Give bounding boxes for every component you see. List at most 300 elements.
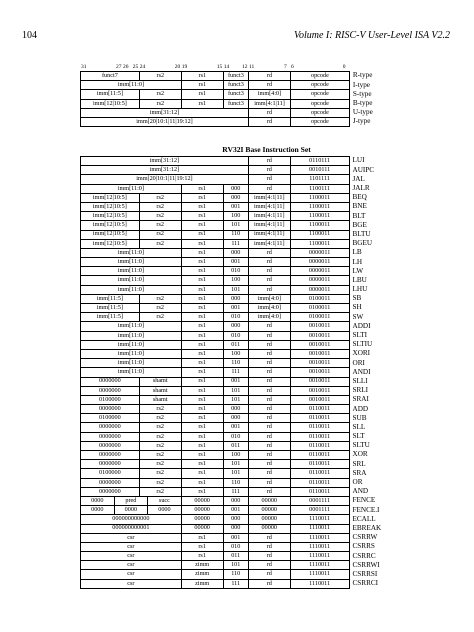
field-cell: 111 [223,368,248,377]
field-cell: succ [148,496,182,505]
field-cell: csr [81,561,182,570]
field-cell: 0110111 [290,157,349,166]
instruction-row [81,184,453,193]
field-cell: 101 [223,469,248,478]
field-cell: 00000 [248,496,290,505]
instruction-name: CSRRCI [352,579,379,588]
instruction-name: AUIPC [352,165,375,174]
field-cell: rd [249,81,291,90]
field-cell: rd [248,377,290,386]
field-cell: rs2 [139,432,181,441]
field-cell: rd [248,423,290,432]
field-cell: rs1 [181,90,223,99]
field-cell: imm[12|10:5] [81,202,140,211]
instruction-name: CSRRWI [352,560,380,569]
instruction-name: CSRRS [352,542,375,551]
field-cell: 101 [223,221,248,230]
field-cell: imm[11:0] [81,340,182,349]
field-cell: imm[4:1|11] [248,193,290,202]
field-cell: 0000000 [81,441,140,450]
instruction-row [81,570,453,579]
instruction-row [81,524,453,533]
field-cell: imm[11:5] [81,304,140,313]
field-cell: opcode [291,72,350,81]
instruction-row [81,193,453,202]
field-cell: rd [248,349,290,358]
field-cell: 1100011 [290,202,349,211]
field-cell: rs2 [139,487,181,496]
field-cell: rd [249,72,291,81]
field-cell: imm[11:5] [81,294,140,303]
field-cell: csr [81,552,182,561]
field-cell: csr [81,570,182,579]
page-number: 104 [22,30,37,41]
field-cell: imm[11:0] [81,248,182,257]
field-cell: rs1 [181,414,223,423]
field-cell: opcode [291,117,350,126]
field-cell: rs1 [181,487,223,496]
field-cell: 110 [223,570,248,579]
field-cell: rs1 [181,294,223,303]
instruction-name: SRA [352,468,367,477]
bit-number: 25 [132,64,139,70]
instruction-name: SH [352,303,362,312]
field-cell: rd [248,258,290,267]
instruction-row [81,212,453,221]
format-row [81,99,453,108]
field-cell: 1110011 [290,561,349,570]
field-cell: rs1 [181,304,223,313]
instruction-row [81,202,453,211]
field-cell: rd [248,386,290,395]
field-cell: imm[11:0] [81,81,182,90]
field-cell: rd [248,267,290,276]
format-type-label: R-type [352,71,373,80]
field-cell: 010 [223,432,248,441]
field-cell: 000 [223,496,248,505]
field-cell: imm[12|10:5] [81,212,140,221]
field-cell: 110 [223,478,248,487]
field-cell: rs1 [181,239,223,248]
instruction-name: BNE [352,202,367,211]
instruction-row [81,340,453,349]
field-cell: rs1 [181,359,223,368]
field-cell: 0000 [81,506,115,515]
field-cell: rd [248,579,290,588]
field-cell: 0110011 [290,451,349,460]
field-cell: imm[20|10:1|11|19:12] [81,175,249,184]
field-cell: rs2 [139,414,181,423]
field-cell: funct3 [223,90,248,99]
field-cell: rs1 [181,377,223,386]
field-cell: 0100000 [81,469,140,478]
field-cell: rs1 [181,221,223,230]
field-cell: csr [81,542,182,551]
field-cell: rs2 [139,441,181,450]
instruction-row [81,460,453,469]
field-cell: imm[11:0] [81,285,182,294]
field-cell: 000 [223,414,248,423]
field-cell: 1110011 [290,533,349,542]
instruction-format-table [80,71,453,127]
field-cell: rd [248,322,290,331]
field-cell: rs1 [181,386,223,395]
field-cell: 100 [223,451,248,460]
instruction-name: BLTU [352,230,371,238]
instruction-name: SLTIU [352,340,373,349]
field-cell: rd [248,432,290,441]
instruction-name: ADDI [352,321,371,330]
field-cell: rs2 [139,294,181,303]
field-cell: 0010011 [290,368,349,377]
field-cell: 100 [223,349,248,358]
field-cell: imm[11:5] [81,90,140,99]
instruction-row [81,561,453,570]
bit-number: 6 [291,64,294,70]
field-cell: rs1 [181,368,223,377]
field-cell: rs1 [181,193,223,202]
field-cell: 0000011 [290,285,349,294]
field-cell: 000 [223,193,248,202]
field-cell: 0000011 [290,267,349,276]
field-cell: 110 [223,230,248,239]
field-cell: rd [249,108,291,117]
field-cell: 100 [223,212,248,221]
field-cell: funct3 [223,72,248,81]
field-cell: imm[11:0] [81,331,182,340]
instruction-name: LBU [352,275,367,284]
field-cell: rd [248,542,290,551]
field-cell: 1100011 [290,212,349,221]
field-cell: rd [248,184,290,193]
instruction-row [81,451,453,460]
bit-number: 27 [116,64,122,70]
field-cell: 0000011 [290,258,349,267]
field-cell: imm[4:1|11] [249,99,291,108]
instruction-row [81,414,453,423]
field-cell: 0010011 [290,322,349,331]
field-cell: 101 [223,395,248,404]
bit-number: 0 [342,64,346,70]
instruction-name: CSRRW [352,533,378,542]
field-cell: rs1 [181,248,223,257]
instruction-row [81,368,453,377]
instruction-row [81,294,453,303]
instruction-row [81,441,453,450]
instruction-row [81,579,453,588]
field-cell: imm[20|10:1|11|19:12] [81,117,249,126]
field-cell: 1110011 [290,542,349,551]
instruction-row [81,487,453,496]
field-cell: 1100011 [290,221,349,230]
bit-number: 14 [223,64,230,70]
instruction-row [81,230,453,239]
bit-number: 20 [174,64,181,70]
field-cell: 0010011 [290,386,349,395]
field-cell: rs1 [181,451,223,460]
field-cell: rd [248,552,290,561]
field-cell: rd [249,117,291,126]
field-cell: imm[12|10:5] [81,230,140,239]
field-cell: 0100000 [81,414,140,423]
instruction-name: BGEU [352,239,373,248]
field-cell: rs1 [181,478,223,487]
field-cell: rd [248,368,290,377]
field-cell: rs2 [139,99,181,108]
field-cell: 0110011 [290,423,349,432]
bit-number: 11 [249,64,255,70]
field-cell: 111 [223,239,248,248]
instruction-name: CSRRC [352,551,376,560]
field-cell: imm[4:0] [248,304,290,313]
instruction-row [81,331,453,340]
field-cell: rs2 [139,423,181,432]
instruction-row [81,552,453,561]
field-cell: 00000 [181,524,223,533]
instruction-row [81,359,453,368]
field-cell: 0000000 [81,478,140,487]
field-cell: 0000 [148,506,182,515]
field-cell: 101 [223,386,248,395]
field-cell: rs1 [181,331,223,340]
field-cell: imm[11:0] [81,322,182,331]
field-cell: imm[31:12] [81,108,249,117]
field-cell: imm[12|10:5] [81,193,140,202]
base-instruction-table [80,138,453,589]
field-cell: 000000000001 [81,524,182,533]
field-cell: imm[4:1|11] [248,212,290,221]
field-cell: opcode [291,81,350,90]
format-type-label: U-type [352,108,373,117]
format-row [81,72,453,81]
field-cell: 0001111 [290,496,349,505]
instruction-row [81,239,453,248]
instruction-name: JALR [352,184,370,193]
field-cell: imm[12|10:5] [81,239,140,248]
instruction-row [81,496,453,505]
instruction-row [81,469,453,478]
field-cell: rs2 [139,451,181,460]
instruction-row [81,285,453,294]
field-cell: 110 [223,359,248,368]
field-cell: imm[11:0] [81,276,182,285]
field-cell: 0110011 [290,469,349,478]
field-cell: 1110011 [290,552,349,561]
field-cell: rd [248,285,290,294]
field-cell: rd [248,248,290,257]
field-cell: 1100111 [290,184,349,193]
instruction-name: BLT [352,211,366,220]
field-cell: rd [248,460,290,469]
field-cell: 00000 [181,506,223,515]
field-cell: rs2 [139,313,181,322]
field-cell: rs1 [181,184,223,193]
format-type-label: S-type [352,89,372,98]
field-cell: imm[11:5] [81,313,140,322]
field-cell: rs1 [181,99,223,108]
field-cell: 0000000 [81,432,140,441]
bit-number: 12 [242,64,248,70]
field-cell: 011 [223,552,248,561]
field-cell: 010 [223,542,248,551]
instruction-row [81,386,453,395]
field-cell: 011 [223,340,248,349]
field-cell: 00000 [248,524,290,533]
instruction-row [81,166,453,175]
instruction-name: SLTU [352,441,370,450]
instruction-name: EBREAK [352,524,382,532]
field-cell: 000 [223,184,248,193]
field-cell: 0000 [81,496,115,505]
field-cell: rs1 [181,460,223,469]
field-cell: rs1 [181,552,223,561]
instruction-name: ECALL [352,514,376,523]
field-cell: 000 [223,248,248,257]
instruction-name: LB [352,248,362,257]
instruction-row [81,175,453,184]
field-cell: 000 [223,322,248,331]
field-cell: rs1 [181,202,223,211]
instruction-name: SRAI [352,395,369,404]
instruction-row [81,478,453,487]
field-cell: 1110011 [290,524,349,533]
field-cell: 0000000 [81,405,140,414]
field-cell: rs1 [181,405,223,414]
field-cell: 00000 [248,515,290,524]
field-cell: 0110011 [290,405,349,414]
field-cell: rs2 [139,221,181,230]
instruction-name: XORI [352,349,371,358]
instruction-name: SLLI [352,377,368,385]
field-cell: rd [248,487,290,496]
field-cell: 000000000000 [81,515,182,524]
field-cell: 0110011 [290,414,349,423]
instruction-row [81,515,453,524]
instruction-row [81,349,453,358]
format-row [81,90,453,99]
field-cell: pred [114,496,148,505]
field-cell: rs2 [139,405,181,414]
field-cell: imm[4:0] [248,294,290,303]
field-cell: 0100011 [290,313,349,322]
bit-number: 15 [216,64,223,70]
field-cell: 0100011 [290,304,349,313]
instruction-name: ANDI [352,367,371,376]
field-cell: 0100011 [290,294,349,303]
instruction-row [81,267,453,276]
format-row [81,81,453,90]
field-cell: rs2 [139,90,181,99]
field-cell: 111 [223,487,248,496]
field-cell: rd [248,340,290,349]
instruction-row [81,276,453,285]
instruction-row [81,377,453,386]
field-cell: rd [248,570,290,579]
field-cell: 0010011 [290,359,349,368]
field-cell: rs1 [181,441,223,450]
field-cell: rs2 [139,478,181,487]
field-cell: rs2 [139,469,181,478]
instruction-row [81,405,453,414]
field-cell: 0000000 [81,451,140,460]
instruction-name: SLT [352,432,365,441]
field-cell: 100 [223,276,248,285]
field-cell: 001 [223,533,248,542]
field-cell: imm[4:0] [249,90,291,99]
instruction-name: XOR [352,450,368,459]
field-cell: funct7 [81,72,140,81]
field-cell: 0010011 [290,340,349,349]
field-cell: rs1 [181,267,223,276]
field-cell: rs1 [181,423,223,432]
field-cell: rd [248,478,290,487]
field-cell: rs1 [181,212,223,221]
field-cell: csr [81,533,182,542]
field-cell: rs2 [139,202,181,211]
field-cell: zimm [181,570,223,579]
field-cell: 101 [223,285,248,294]
field-cell: 0000000 [81,386,140,395]
field-cell: rs1 [181,285,223,294]
field-cell: rs1 [181,340,223,349]
field-cell: 1100011 [290,239,349,248]
instruction-row [81,506,453,515]
field-cell: rd [248,166,290,175]
field-cell: imm[11:0] [81,267,182,276]
field-cell: imm[11:0] [81,359,182,368]
instruction-name: LHU [352,285,368,294]
field-cell: csr [81,579,182,588]
bit-number: 26 [123,64,129,70]
field-cell: 0110011 [290,432,349,441]
field-cell: imm[12|10:5] [81,99,140,108]
bit-number: 19 [181,64,188,70]
field-cell: rs1 [181,313,223,322]
field-cell: rs1 [181,542,223,551]
base-set-title: RV32I Base Instruction Set [222,145,311,155]
field-cell: funct3 [223,99,248,108]
field-cell: opcode [291,99,350,108]
field-cell: 0010011 [290,395,349,404]
field-cell: rd [248,441,290,450]
instruction-name: SUB [352,413,367,422]
field-cell: 000 [223,405,248,414]
instruction-row [81,432,453,441]
field-cell: 0100000 [81,395,140,404]
field-cell: rs1 [181,276,223,285]
field-cell: rs1 [181,469,223,478]
field-cell: rs2 [139,239,181,248]
field-cell: 000 [223,515,248,524]
field-cell: imm[31:12] [81,157,249,166]
field-cell: 101 [223,460,248,469]
field-cell: 0010011 [290,349,349,358]
field-cell: rs1 [181,258,223,267]
instruction-name: LH [352,257,363,266]
instruction-name: SLTI [352,331,368,340]
field-cell: 0010011 [290,377,349,386]
field-cell: 0110011 [290,460,349,469]
field-cell: 0000011 [290,276,349,285]
field-cell: zimm [181,561,223,570]
field-cell: rd [248,414,290,423]
instruction-name: CSRRSI [352,569,378,578]
running-title: Volume I: RISC-V User-Level ISA V2.2 [293,30,450,41]
field-cell: opcode [291,90,350,99]
field-cell: imm[11:0] [81,258,182,267]
instruction-row [81,157,453,166]
instruction-name: AND [352,487,369,496]
